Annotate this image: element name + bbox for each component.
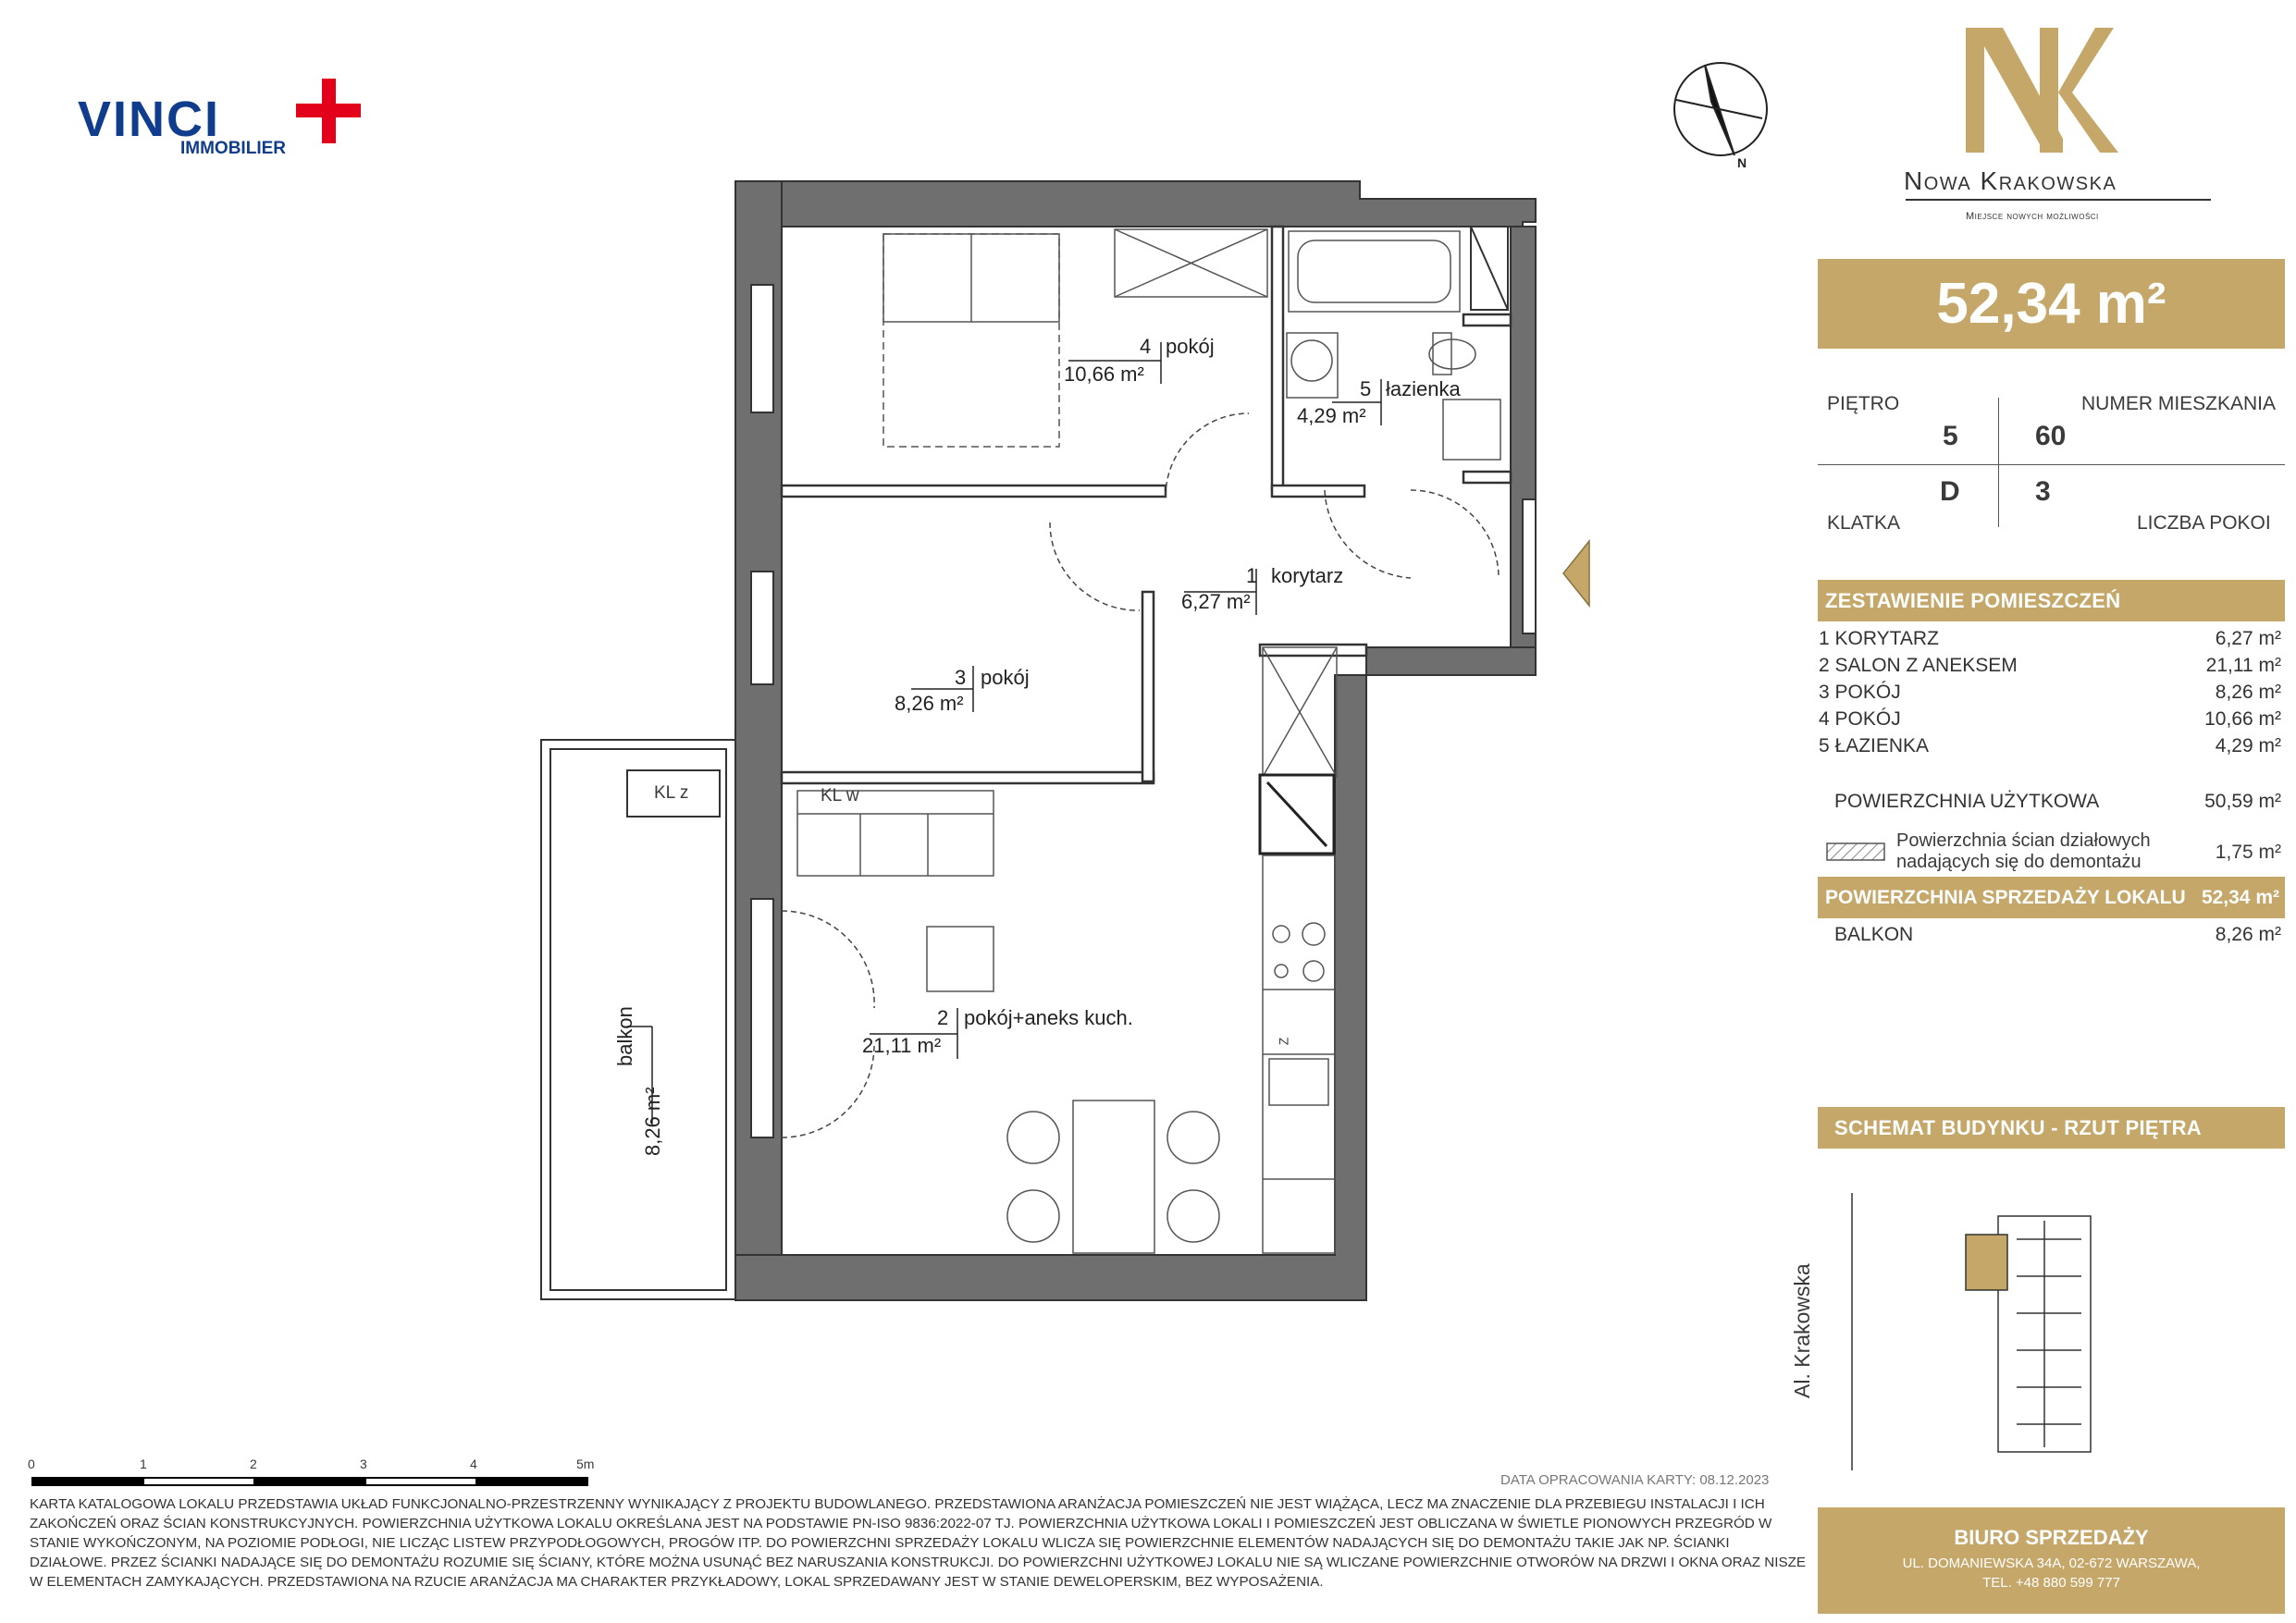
room4-num: 4 <box>1140 335 1152 358</box>
info-divider-v <box>1998 398 1999 527</box>
summary-row <box>1819 628 2281 650</box>
sale-area-row <box>1818 877 2285 918</box>
summary-room-name: 5 ŁAZIENKA <box>1819 735 1930 756</box>
compass-north-label: N <box>1737 155 1747 170</box>
scale-tick: 3 <box>360 1457 367 1471</box>
summary-row <box>1819 735 2281 757</box>
window-room3 <box>751 572 773 684</box>
scheme-header: SCHEMAT BUDYNKU - RZUT PIĘTRA <box>1818 1107 2285 1149</box>
summary-room-name: 4 POKÓJ <box>1819 708 1901 730</box>
sales-office-phone: TEL. +48 880 599 777 <box>1982 1575 2120 1591</box>
rooms-count-label: LICZBA POKOI <box>2137 512 2271 534</box>
washer-icon <box>1443 400 1500 460</box>
sale-area-label: POWIERZCHNIA SPRZEDAŻY LOKALU <box>1825 887 2186 908</box>
shaft-icon <box>1471 227 1508 310</box>
summary-room-area: 10,66 m² <box>2204 708 2281 730</box>
summary-row <box>1819 655 2281 677</box>
apt-number-value: 60 <box>2035 421 2067 451</box>
room4-area: 10,66 m² <box>1064 363 1144 386</box>
kl-z-label: KL z <box>654 783 689 803</box>
scale-tick: 4 <box>470 1457 477 1471</box>
sink-icon <box>1287 333 1338 398</box>
balcony <box>541 740 735 1299</box>
summary-header: ZESTAWIENIE POMIESZCZEŃ <box>1818 580 2285 621</box>
dining-table <box>927 927 1219 1253</box>
floor-label: PIĘTRO <box>1827 393 1900 414</box>
summary-room-name: 1 KORYTARZ <box>1819 628 1939 649</box>
vinci-sub: IMMOBILIER <box>180 139 286 158</box>
room3-name: pokój <box>981 666 1030 689</box>
area-badge: 52,34 m² <box>1818 259 2285 349</box>
fridge-label: Z <box>1276 1037 1291 1046</box>
usable-area-row <box>1834 791 2281 813</box>
summary-row <box>1819 708 2281 731</box>
room2-area: 21,11 m² <box>862 1034 942 1057</box>
summary-room-area: 6,27 m² <box>2215 628 2281 649</box>
bed-icon <box>883 234 1059 447</box>
walls-label <box>1896 830 2151 873</box>
summary-room-area: 4,29 m² <box>2215 735 2281 756</box>
room5-area: 4,29 m² <box>1297 404 1366 427</box>
walls-label-line1: Powierzchnia ścian działowych <box>1896 830 2151 851</box>
street-label: Al. Krakowska <box>1790 1263 1814 1398</box>
logo-divider <box>1906 199 2211 201</box>
scale-tick: 1 <box>140 1457 147 1471</box>
room2-num: 2 <box>937 1006 949 1029</box>
sales-office-title: BIURO SPRZEDAŻY <box>1954 1526 2149 1549</box>
window-living <box>751 899 773 1137</box>
room3-area: 8,26 m² <box>895 692 964 715</box>
staircase-label: KLATKA <box>1827 512 1900 534</box>
info-divider-h <box>1818 464 2285 465</box>
floor-value: 5 <box>1943 421 1958 451</box>
room1-area: 6,27 m² <box>1181 590 1251 613</box>
compass-icon <box>1674 63 1767 155</box>
toilet-icon <box>1429 333 1475 375</box>
summary-room-area: 8,26 m² <box>2215 682 2281 703</box>
scale-tick: 5m <box>576 1457 595 1471</box>
room1-num: 1 <box>1246 564 1258 587</box>
room1-name: korytarz <box>1271 564 1344 587</box>
summary-room-name: 2 SALON Z ANEKSEM <box>1819 655 2018 676</box>
usable-area-label: POWIERZCHNIA UŻYTKOWA <box>1834 791 2100 812</box>
sale-area-value: 52,34 m² <box>2201 887 2279 908</box>
window-room4 <box>751 285 773 412</box>
window-corridor <box>1523 499 1536 633</box>
balcony-value: 8,26 m² <box>2215 924 2281 945</box>
balcony-plan-name: balkon <box>613 1006 636 1066</box>
corridor-wardrobe <box>1263 647 1337 777</box>
partitions <box>782 227 1511 783</box>
balcony-plan-area: 8,26 m² <box>641 1087 664 1156</box>
scale-tick: 0 <box>28 1457 35 1471</box>
summary-room-name: 3 POKÓJ <box>1819 682 1901 703</box>
nk-monogram-icon <box>1966 28 2118 153</box>
card-date: DATA OPRACOWANIA KARTY: 08.12.2023 <box>1500 1472 1770 1488</box>
vinci-cross-icon <box>296 79 361 143</box>
room5-name: łazienka <box>1386 377 1461 400</box>
project-tagline: Miejsce nowych możliwości <box>1966 211 2099 222</box>
shaft-kitchen <box>1260 775 1334 854</box>
usable-area-value: 50,59 m² <box>2204 791 2281 812</box>
wall-bottom <box>735 647 1536 1300</box>
staircase-value: D <box>1940 476 1960 507</box>
hatch-sample-icon <box>1827 843 1884 860</box>
rooms-count-value: 3 <box>2035 476 2051 507</box>
room5-num: 5 <box>1360 377 1372 400</box>
walls <box>735 181 1536 1300</box>
project-name: Nowa Krakowska <box>1904 166 2117 195</box>
balcony-row <box>1834 924 2281 946</box>
kitchen-counter <box>1263 855 1335 1253</box>
vinci-logo: VINCI <box>78 92 221 147</box>
walls-value: 1,75 m² <box>2215 842 2281 863</box>
entrance-arrow-icon <box>1563 541 1589 606</box>
summary-room-area: 21,11 m² <box>2205 655 2281 676</box>
room4-name: pokój <box>1166 335 1215 358</box>
scale-bar <box>32 1478 587 1485</box>
wardrobe-icon <box>1115 229 1267 297</box>
balcony-label: BALKON <box>1834 924 1914 945</box>
building-scheme <box>1852 1193 2091 1470</box>
summary-row <box>1819 682 2281 704</box>
walls-label-line2: nadających się do demontażu <box>1896 852 2142 872</box>
bathtub-icon <box>1289 231 1460 312</box>
wall-top <box>735 181 1536 227</box>
disclaimer: KARTA KATALOGOWA LOKALU PRZEDSTAWIA UKŁAD FUNKCJONALNO-PRZESTRZENNY WYNIKAJĄCY Z PROJEKTU BUDOWLANEGO. PRZEDSTAWIONA ARANŻACJA POMIESZCZEŃ NIE JEST WIĄŻĄCA, LECZ MA ZNACZENIE DLA PRZEBIEGU INSTALACJI I ICH ZAKOŃCZEŃ ORAZ ŚCIAN KONSTRUKCYJNYCH. POWIERZCHNIA UŻYTKOWA LOKALU OKREŚLANA JEST NA PODSTAWIE PN-ISO 9836:2022-07 TJ. POWIERZCHNIA UŻYTKOWA LOKALI I POMIESZCZEŃ JEST OBLICZANA W ŚWIETLE PIONOWYCH PRZEGRÓD W STANIE WYKOŃCZONYM, NA POZIOMIE PODŁOGI, NIE LICZĄC LISTEW PRZYPODŁOGOWYCH, PROGÓW ITP. DO POWIERZCHNI SPRZEDAŻY LOKALU WLICZA SIĘ POWIERZCHNIE ELEMENTÓW NADAJĄCYCH SIĘ DO DEMONTAŻU TAKIE JAK NP. ŚCIANKI DZIAŁOWE. PRZEZ ŚCIANKI NADAJĄCE SIĘ DO DEMONTAŻU ROZUMIE SIĘ ŚCIANY, KTÓRE MOŻNA USUNĄĆ BEZ NARUSZANIA KONSTRUKCJI. DO POWIERZCHNI UŻYTKOWEJ LOKALU NIE SĄ WLICZANE POWIERZCHNIE OTWORÓW NA DRZWI I OKNA ORAZ NISZE W ELEMENTACH ZAMYKAJĄCYCH. PRZEDSTAWIONA NA RZUCIE ARANŻACJA MA CHARAKTER PRZYKŁADOWY, LOKAL SPRZEDAWANY JEST W STANIE DEWELOPERSKIM, BEZ WYPOSAŻENIA. <box>30 1496 1806 1590</box>
room2-name: pokój+aneks kuch. <box>964 1006 1133 1029</box>
apt-number-label: NUMER MIESZKANIA <box>2081 393 2277 414</box>
kl-w-label: KL w <box>821 786 859 805</box>
scale-tick: 2 <box>250 1457 257 1471</box>
sales-office-address: UL. DOMANIEWSKA 34A, 02-672 WARSZAWA, <box>1902 1555 2201 1571</box>
room3-num: 3 <box>955 666 967 689</box>
sales-office-box <box>1818 1507 2285 1614</box>
